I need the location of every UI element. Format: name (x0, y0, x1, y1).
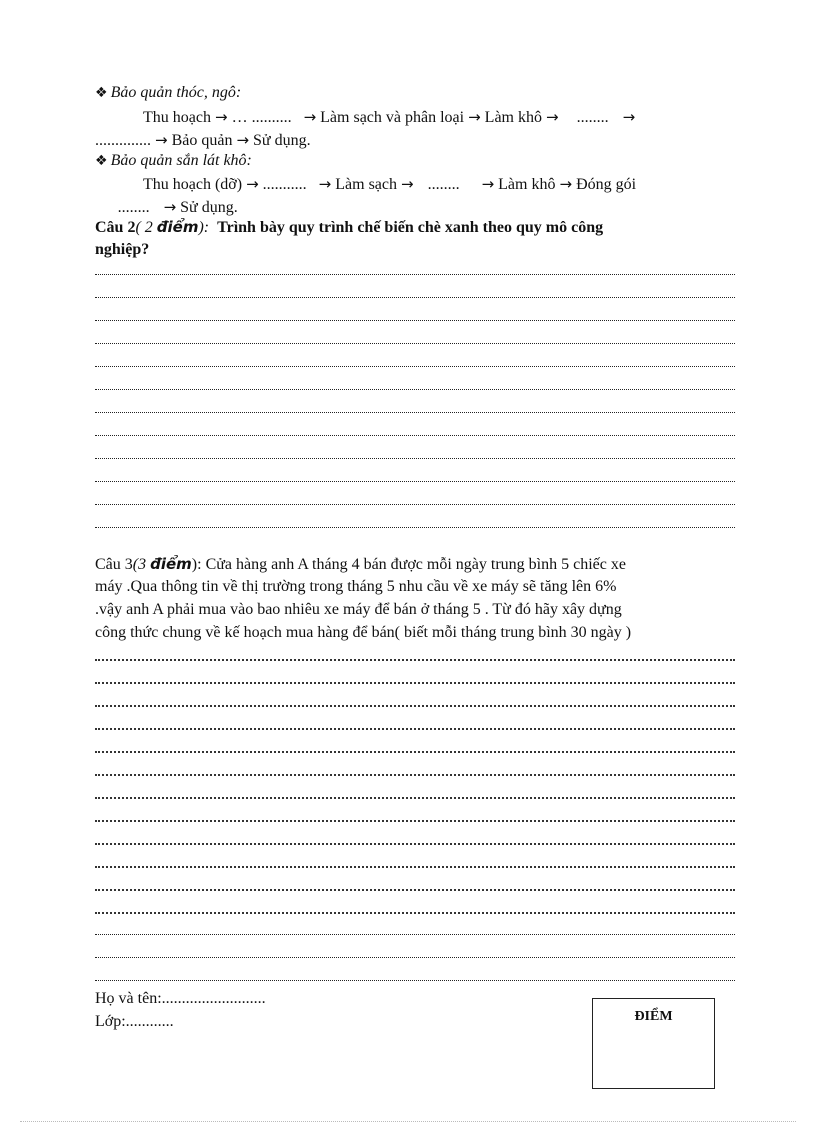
answer-line[interactable] (95, 679, 735, 684)
question-number: Câu 3 (95, 556, 133, 573)
answer-line[interactable] (95, 771, 735, 776)
answer-line[interactable] (95, 364, 735, 367)
points-prefix: ( 2 (135, 219, 157, 236)
answer-line[interactable] (95, 341, 735, 344)
step-text: Thu hoạch (dỡ) (143, 176, 243, 193)
step-blank: ........ (117, 199, 150, 216)
step-text: Bảo quản (171, 132, 233, 149)
points-word: điểm (156, 218, 199, 236)
points-word: điểm (150, 555, 192, 573)
arrow-right-icon: → (468, 108, 481, 126)
answer-line[interactable] (95, 955, 735, 958)
process-line-rice-1 (143, 108, 743, 127)
question-2 (95, 218, 603, 237)
arrow-right-icon: → (236, 131, 250, 149)
answer-line[interactable] (95, 433, 735, 436)
arrow-right-icon: → (155, 131, 168, 149)
score-label: ĐIỂM (634, 1009, 673, 1024)
arrow-right-icon: → (481, 175, 495, 193)
arrow-right-icon: → (246, 175, 259, 193)
process-line-cassava-2 (95, 198, 238, 217)
step-text: Làm khô (498, 176, 556, 193)
answer-line[interactable] (95, 318, 735, 321)
arrow-right-icon: → (303, 108, 317, 126)
answer-line[interactable] (95, 502, 735, 505)
question-text-continued: công thức chung về kế hoạch mua hàng để bán( biết mỗi tháng trung bình 30 ngày ) (95, 624, 632, 641)
step-blank: … .......... (231, 109, 292, 126)
answer-line[interactable] (95, 702, 735, 707)
answer-line[interactable] (95, 656, 735, 661)
answer-line[interactable] (95, 748, 735, 753)
question-text-continued: .vậy anh A phải mua vào bao nhiêu xe máy để bán ở tháng 5 . Từ đó hãy xây dựng (95, 601, 622, 618)
step-text: Làm khô (484, 109, 542, 126)
section-heading-text: Bảo quản thóc, ngô: (110, 84, 242, 101)
process-line-cassava-1 (143, 175, 636, 194)
step-text: Đóng gói (576, 176, 637, 193)
score-box[interactable] (592, 998, 715, 1089)
section-heading-rice (95, 84, 241, 102)
answer-line[interactable] (95, 725, 735, 730)
step-text: Sử dụng. (180, 199, 238, 216)
answer-line[interactable] (95, 932, 735, 935)
arrow-right-icon: → (559, 175, 573, 193)
arrow-right-icon: → (163, 198, 177, 216)
diamond-bullet-icon: ❖ (95, 153, 108, 169)
answer-line[interactable] (95, 817, 735, 822)
diamond-bullet-icon: ❖ (95, 85, 108, 101)
answer-line[interactable] (95, 479, 735, 482)
answer-line[interactable] (95, 295, 735, 298)
answer-line[interactable] (95, 456, 735, 459)
step-text: Làm sạch (335, 176, 397, 193)
points-suffix: ): (198, 219, 210, 236)
question-3 (95, 555, 626, 574)
question-number: Câu 2 (95, 219, 136, 236)
question-text: Cửa hàng anh A tháng 4 bán được mỗi ngày trung bình 5 chiếc xe (205, 556, 626, 573)
arrow-right-icon: → (318, 175, 332, 193)
answer-line[interactable] (95, 387, 735, 390)
question-text: Trình bày quy trình chế biến chè xanh theo quy mô công (217, 219, 604, 236)
page-bottom-divider (20, 1121, 796, 1122)
arrow-right-icon: → (622, 108, 636, 126)
answer-line[interactable] (95, 886, 735, 891)
answer-line[interactable] (95, 909, 735, 914)
answer-line[interactable] (95, 410, 735, 413)
student-class-field[interactable]: Lớp:............ (95, 1013, 174, 1030)
question-text-continued: nghiệp? (95, 241, 150, 258)
answer-line[interactable] (95, 525, 735, 528)
step-blank: ........ (427, 176, 460, 193)
step-text: Làm sạch và phân loại (320, 109, 465, 126)
step-blank: .............. (95, 132, 151, 149)
step-blank: ........ (576, 109, 609, 126)
answer-line[interactable] (95, 272, 735, 275)
step-text: Sử dụng. (253, 132, 311, 149)
section-heading-cassava (95, 152, 252, 170)
answer-line[interactable] (95, 863, 735, 868)
arrow-right-icon: → (214, 108, 228, 126)
step-text: Thu hoạch (143, 109, 211, 126)
arrow-right-icon: → (401, 175, 414, 193)
step-blank: ........... (262, 176, 307, 193)
answer-line[interactable] (95, 978, 735, 981)
question-text-continued: máy .Qua thông tin về thị trường trong tháng 5 nhu cầu về xe máy sẽ tăng lên 6% (95, 578, 617, 595)
process-line-rice-2 (95, 131, 311, 150)
arrow-right-icon: → (546, 108, 559, 126)
section-heading-text: Bảo quản sắn lát khô: (110, 152, 252, 169)
student-name-field[interactable]: Họ và tên:.......................... (95, 990, 266, 1007)
answer-line[interactable] (95, 794, 735, 799)
answer-line[interactable] (95, 840, 735, 845)
points-suffix: ): (191, 556, 206, 573)
points-prefix: (3 (132, 556, 151, 573)
